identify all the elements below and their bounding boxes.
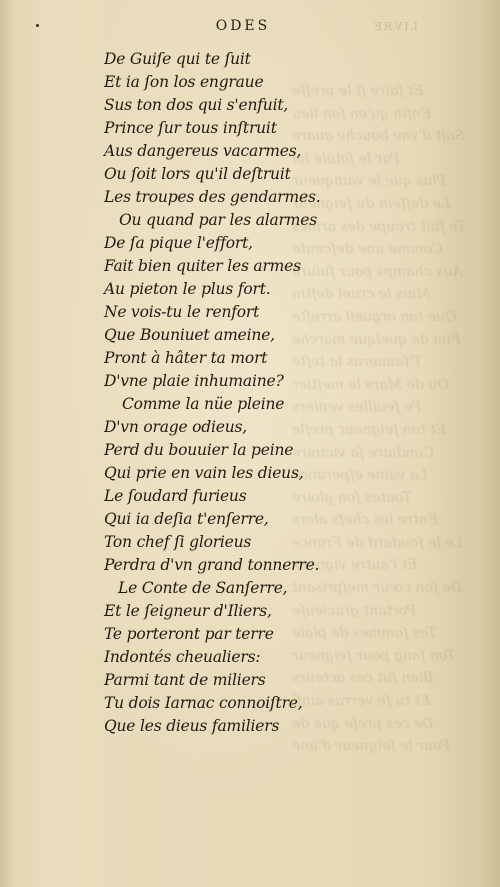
verse-line: Pront à hâter ta mort <box>104 349 268 367</box>
verse-line: Ton chef ſi glorieus <box>104 533 252 551</box>
show-through-text: Et faire ſi le preſſe Enfin qu'en ſon lieu Suit d'vne bouche auare Par le fatale loi Plus que le vainqueur Le deſſein du ſeigneur Te fuit troupe des armes Comme une deſcente Aux champs pour ſuiure Mais le cruel deſtin Que ton orgueil arreſte Fini de quelque marche T'ſauueras la teſte Ou de Mars le meſtier Pe feuilles veniers Et ton ſeigneur preſle Conduire ſa victoire La vaine eſperance Toutes ſon gloire Entre les chefs alors Le le ſoudard de France Et l'autre vigneur De ſon cœur meſprisant Portant gracieuſe Tes ſommes de plaie Ton ſang pour ſeigneur Bien fut ces acteurs Et tu ſe verras ainſi De ces preſe que de Pour le ſeigneur d'une <box>292 83 466 755</box>
verse-line: Ou quand par les alarmes <box>119 211 317 229</box>
verse-line: Perdra d'vn grand tonnerre. <box>104 556 320 574</box>
verse-line: D'vn orage odieus, <box>104 418 248 436</box>
verse-line: Et le ſeigneur d'Iliers, <box>104 602 272 620</box>
poem-text <box>100 50 340 750</box>
verse-line: Tu dois Iarnac connoiſtre, <box>104 694 303 712</box>
verse-line: De Guiſe qui te ſuit <box>104 50 251 68</box>
page-header <box>0 18 500 38</box>
show-through-header: LIVRE <box>372 20 418 33</box>
verse-line: Aus dangereus vacarmes, <box>104 142 302 160</box>
verse-line: De ſa pique l'effort, <box>104 234 253 252</box>
verse-line: Le ſoudard furieus <box>104 487 247 505</box>
verse-line: D'vne plaie inhumaine? <box>104 372 284 390</box>
verse-line: Qui prie en vain les dieus, <box>104 464 304 482</box>
verse-line: Parmi tant de miliers <box>104 671 266 689</box>
verse-line: Que Bouniuet ameine, <box>104 326 275 344</box>
verse-line: Au pieton le plus fort. <box>104 280 271 298</box>
ink-dot <box>36 24 39 27</box>
verse-line: Le Conte de Sanſerre, <box>118 579 288 597</box>
verse-line: Perd du bouuier la peine <box>104 441 294 459</box>
verse-line: Ou ſoit lors qu'il deſtruit <box>104 165 291 183</box>
verse-line: Indontés cheualiers: <box>104 648 261 666</box>
verse-line: Prince ſur tous inſtruit <box>104 119 277 137</box>
running-head: ODES <box>215 18 271 34</box>
verse-line: Sus ton dos qui s'enfuit, <box>104 96 289 114</box>
verse-line: Les troupes des gendarmes. <box>104 188 321 206</box>
verse-line: Ne vois-tu le renfort <box>104 303 260 321</box>
verse-line: Fait bien quiter les armes <box>104 257 301 275</box>
verse-line: Que les dieus familiers <box>104 717 280 735</box>
verse-line: Te porteront par terre <box>104 625 274 643</box>
verse-line: Et ia ſon los engraue <box>104 73 264 91</box>
verse-line: Comme la nüe pleine <box>122 395 285 413</box>
verse-line: Qui ia deſia t'enſerre, <box>104 510 269 528</box>
